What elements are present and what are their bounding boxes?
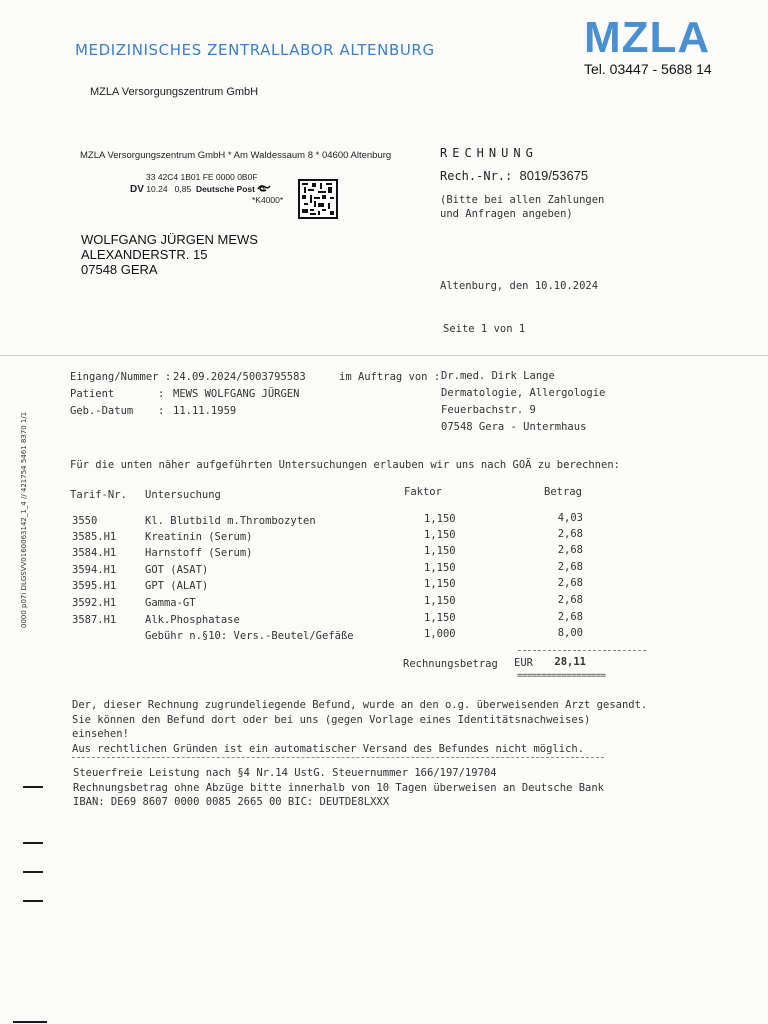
logo-text: MZLA [584, 14, 711, 58]
row-amount: 2,68 [557, 611, 583, 623]
postage-franking [130, 172, 283, 206]
sidebar-code: 0000 p07i DLGSVV0160063142_1_4 // 421754 5461 8370 1/1 [20, 411, 28, 628]
invoice-number [440, 168, 588, 183]
note-line: Aus rechtlichen Gründen ist ein automatischer Versand des Befundes nicht möglich. [72, 742, 585, 755]
row-factor: 1,150 [424, 513, 456, 525]
entry-label: Eingang/Nummer : [70, 371, 172, 383]
tax-and-bank-info [73, 766, 604, 810]
fold-mark [23, 871, 43, 873]
entry-value: 24.09.2024/5003795583 [173, 371, 306, 383]
findings-note [72, 698, 647, 756]
dob-label: Geb.-Datum [70, 405, 134, 417]
franking-amount: 0,85 [174, 184, 192, 194]
invoice-note [440, 193, 604, 221]
referring-doctor [441, 368, 605, 436]
row-amount: 4,03 [557, 512, 583, 524]
franking-dv: DV [130, 184, 144, 195]
recipient-city: 07548 GERA [81, 262, 158, 277]
row-exam: Gebühr n.§10: Vers.-Beutel/Gefäße [145, 630, 354, 642]
row-factor: 1,150 [424, 545, 456, 557]
note-line: einsehen! [72, 728, 129, 740]
recipient-street: ALEXANDERSTR. 15 [81, 247, 208, 262]
franking-date: 10.24 [146, 184, 168, 194]
row-amount: 2,68 [557, 544, 583, 556]
invoice-note-line-2: und Anfragen angeben) [440, 208, 573, 220]
header-exam: Untersuchung [145, 489, 221, 501]
row-code: 3592.H1 [72, 597, 117, 609]
row-exam: Alk.Phosphatase [145, 614, 240, 626]
row-factor: 1,150 [424, 612, 456, 624]
row-exam: Kreatinin (Serum) [145, 531, 253, 543]
row-factor: 1,150 [424, 578, 456, 590]
fold-mark [23, 786, 43, 788]
row-factor: 1,000 [424, 628, 456, 640]
patient-label: Patient [70, 388, 115, 400]
recipient-name: WOLFGANG JÜRGEN MEWS [81, 232, 258, 247]
dob-colon: : [158, 405, 165, 417]
note-line: Sie können den Befund dort oder bei uns (gegen Vorlage eines Identitätsnachweises) [72, 713, 591, 726]
datamatrix-code [298, 179, 338, 219]
doctor-name: Dr.med. Dirk Lange [441, 370, 555, 382]
doctor-specialty: Dermatologie, Allergologie [441, 387, 606, 399]
header-code: Tarif-Nr. [70, 489, 127, 501]
row-amount: 2,68 [557, 561, 583, 573]
fold-mark [23, 842, 43, 844]
fold-line [0, 355, 768, 356]
franking-k-code: *K4000* [252, 195, 284, 205]
franking-code: 33 42C4 1B01 FE 0000 0B0F [146, 172, 258, 182]
row-code: 3584.H1 [72, 547, 117, 559]
payment-terms: Rechnungsbetrag ohne Abzüge bitte innerhalb von 10 Tagen überweisen an Deutsche Bank [73, 781, 605, 794]
note-line: Der, dieser Rechnung zugrundeliegende Befund, wurde an den o.g. überweisenden Arzt gesandt. [72, 699, 648, 711]
row-factor: 1,150 [424, 595, 456, 607]
row-code: 3594.H1 [72, 564, 117, 576]
mzla-logo [584, 14, 724, 58]
header-factor: Faktor [404, 486, 442, 498]
row-factor: 1,150 [424, 529, 456, 541]
sender-line: MZLA Versorgungszentrum GmbH * Am Waldessaum 8 * 04600 Altenburg [80, 150, 392, 161]
invoice-number-label: Rech.-Nr.: [440, 169, 513, 183]
footer-rule [72, 757, 604, 758]
page-number: Seite 1 von 1 [443, 323, 526, 335]
lab-name: MEDIZINISCHES ZENTRALLABOR ALTENBURG [75, 41, 435, 59]
total-currency: EUR [514, 657, 533, 669]
intro-text: Für die unten näher aufgeführten Untersuchungen erlauben wir uns nach GOÄ zu berechnen: [70, 459, 620, 471]
row-exam: Kl. Blutbild m.Thrombozyten [145, 515, 316, 527]
row-amount: 2,68 [557, 528, 583, 540]
order-label: im Auftrag von : [339, 371, 441, 383]
company-name: MZLA Versorgungszentrum GmbH [90, 86, 259, 98]
fold-mark [23, 900, 43, 902]
row-amount: 2,68 [557, 577, 583, 589]
doctor-street: Feuerbachstr. 9 [441, 404, 536, 416]
row-exam: GOT (ASAT) [145, 564, 209, 576]
post-horn-icon [257, 183, 271, 194]
fold-mark [13, 1021, 47, 1023]
row-code: 3587.H1 [72, 614, 117, 626]
row-exam: GPT (ALAT) [145, 580, 209, 592]
doctor-city: 07548 Gera - Untermhaus [441, 421, 587, 433]
dob-value: 11.11.1959 [173, 405, 237, 417]
row-exam: Gamma-GT [145, 597, 196, 609]
invoice-number-value: 8019/53675 [519, 168, 589, 183]
place-date: Altenburg, den 10.10.2024 [440, 280, 599, 292]
row-code: 3585.H1 [72, 531, 117, 543]
bank-details: IBAN: DE69 8607 0000 0085 2665 00 BIC: DEUTDE8LXXX [73, 796, 390, 808]
franking-carrier: Deutsche Post [195, 184, 255, 194]
invoice-note-line-1: (Bitte bei allen Zahlungen [440, 194, 605, 206]
patient-colon: : [158, 388, 165, 400]
row-code: 3595.H1 [72, 580, 117, 592]
row-amount: 8,00 [557, 627, 583, 639]
document-heading: RECHNUNG [440, 146, 538, 160]
total-double-rule: ================== [517, 671, 606, 681]
row-amount: 2,68 [557, 594, 583, 606]
row-code: 3550 [72, 515, 98, 527]
recipient-address [81, 232, 258, 277]
patient-name: MEWS WOLFGANG JÜRGEN [173, 388, 300, 400]
total-amount: 28,11 [554, 656, 586, 668]
phone-number: Tel. 03447 - 5688 14 [584, 61, 712, 77]
header-amount: Betrag [544, 486, 582, 498]
subtotal-rule [518, 650, 646, 651]
tax-note: Steuerfreie Leistung nach §4 Nr.14 UstG. Steuernummer 166/197/19704 [73, 767, 497, 779]
row-factor: 1,150 [424, 562, 456, 574]
row-exam: Harnstoff (Serum) [145, 547, 253, 559]
total-label: Rechnungsbetrag [403, 658, 498, 670]
